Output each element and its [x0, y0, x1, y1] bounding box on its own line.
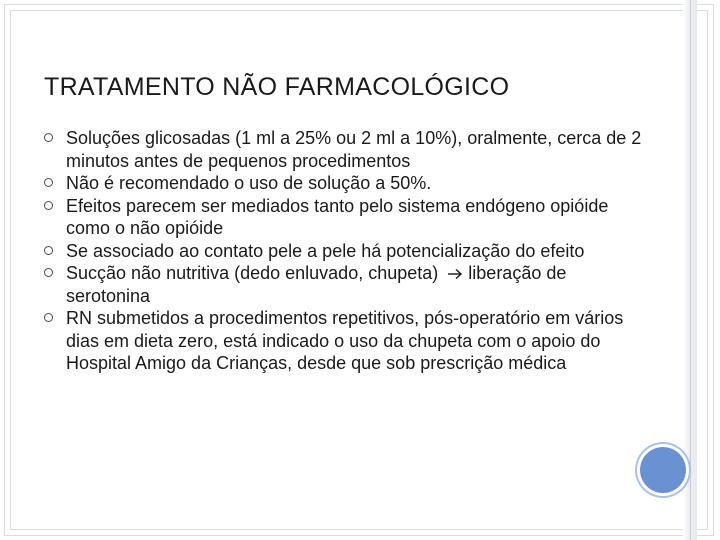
- bullet-list: [44, 127, 644, 375]
- hollow-circle-icon: [44, 201, 53, 210]
- blue-circle-icon: [640, 447, 686, 493]
- bullet-item: [44, 127, 644, 172]
- right-arrow-icon: [447, 268, 463, 280]
- bullet-text-after-arrow: liberação de serotonina: [66, 263, 567, 306]
- hollow-circle-icon: [44, 133, 53, 142]
- bullet-text: Soluções glicosadas (1 ml a 25% ou 2 ml a 10%), oralmente, cerca de 2 minutos antes de pequenos procedimentos: [66, 128, 642, 171]
- bullet-text: Se associado ao contato pele a pele há potencialização do efeito: [66, 240, 585, 261]
- bullet-item: [44, 307, 644, 375]
- bullet-text: RN submetidos a procedimentos repetitivos, pós-operatório em vários dias em dieta zero, está indicado o uso da chupeta com o apoio do Hospital Amigo da Crianças, desde que sob prescrição médica: [66, 308, 624, 373]
- bullet-text-before-arrow: Sucção não nutritiva (dedo enluvado, chupeta): [66, 263, 439, 283]
- hollow-circle-icon: [44, 268, 53, 277]
- bullet-item: [44, 172, 644, 195]
- bullet-item: [44, 262, 644, 307]
- bullet-text: Efeitos parecem ser mediados tanto pelo sistema endógeno opióide como o não opióide: [66, 195, 609, 238]
- hollow-circle-icon: [44, 313, 53, 322]
- bullet-item: [44, 240, 644, 263]
- slide-title: TRATAMENTO NÃO FARMACOLÓGICO: [44, 73, 510, 101]
- hollow-circle-icon: [44, 246, 53, 255]
- hollow-circle-icon: [44, 178, 53, 187]
- bullet-item: [44, 195, 644, 240]
- side-decoration-line: [690, 0, 691, 540]
- bullet-text: Não é recomendado o uso de solução a 50%.: [66, 173, 432, 193]
